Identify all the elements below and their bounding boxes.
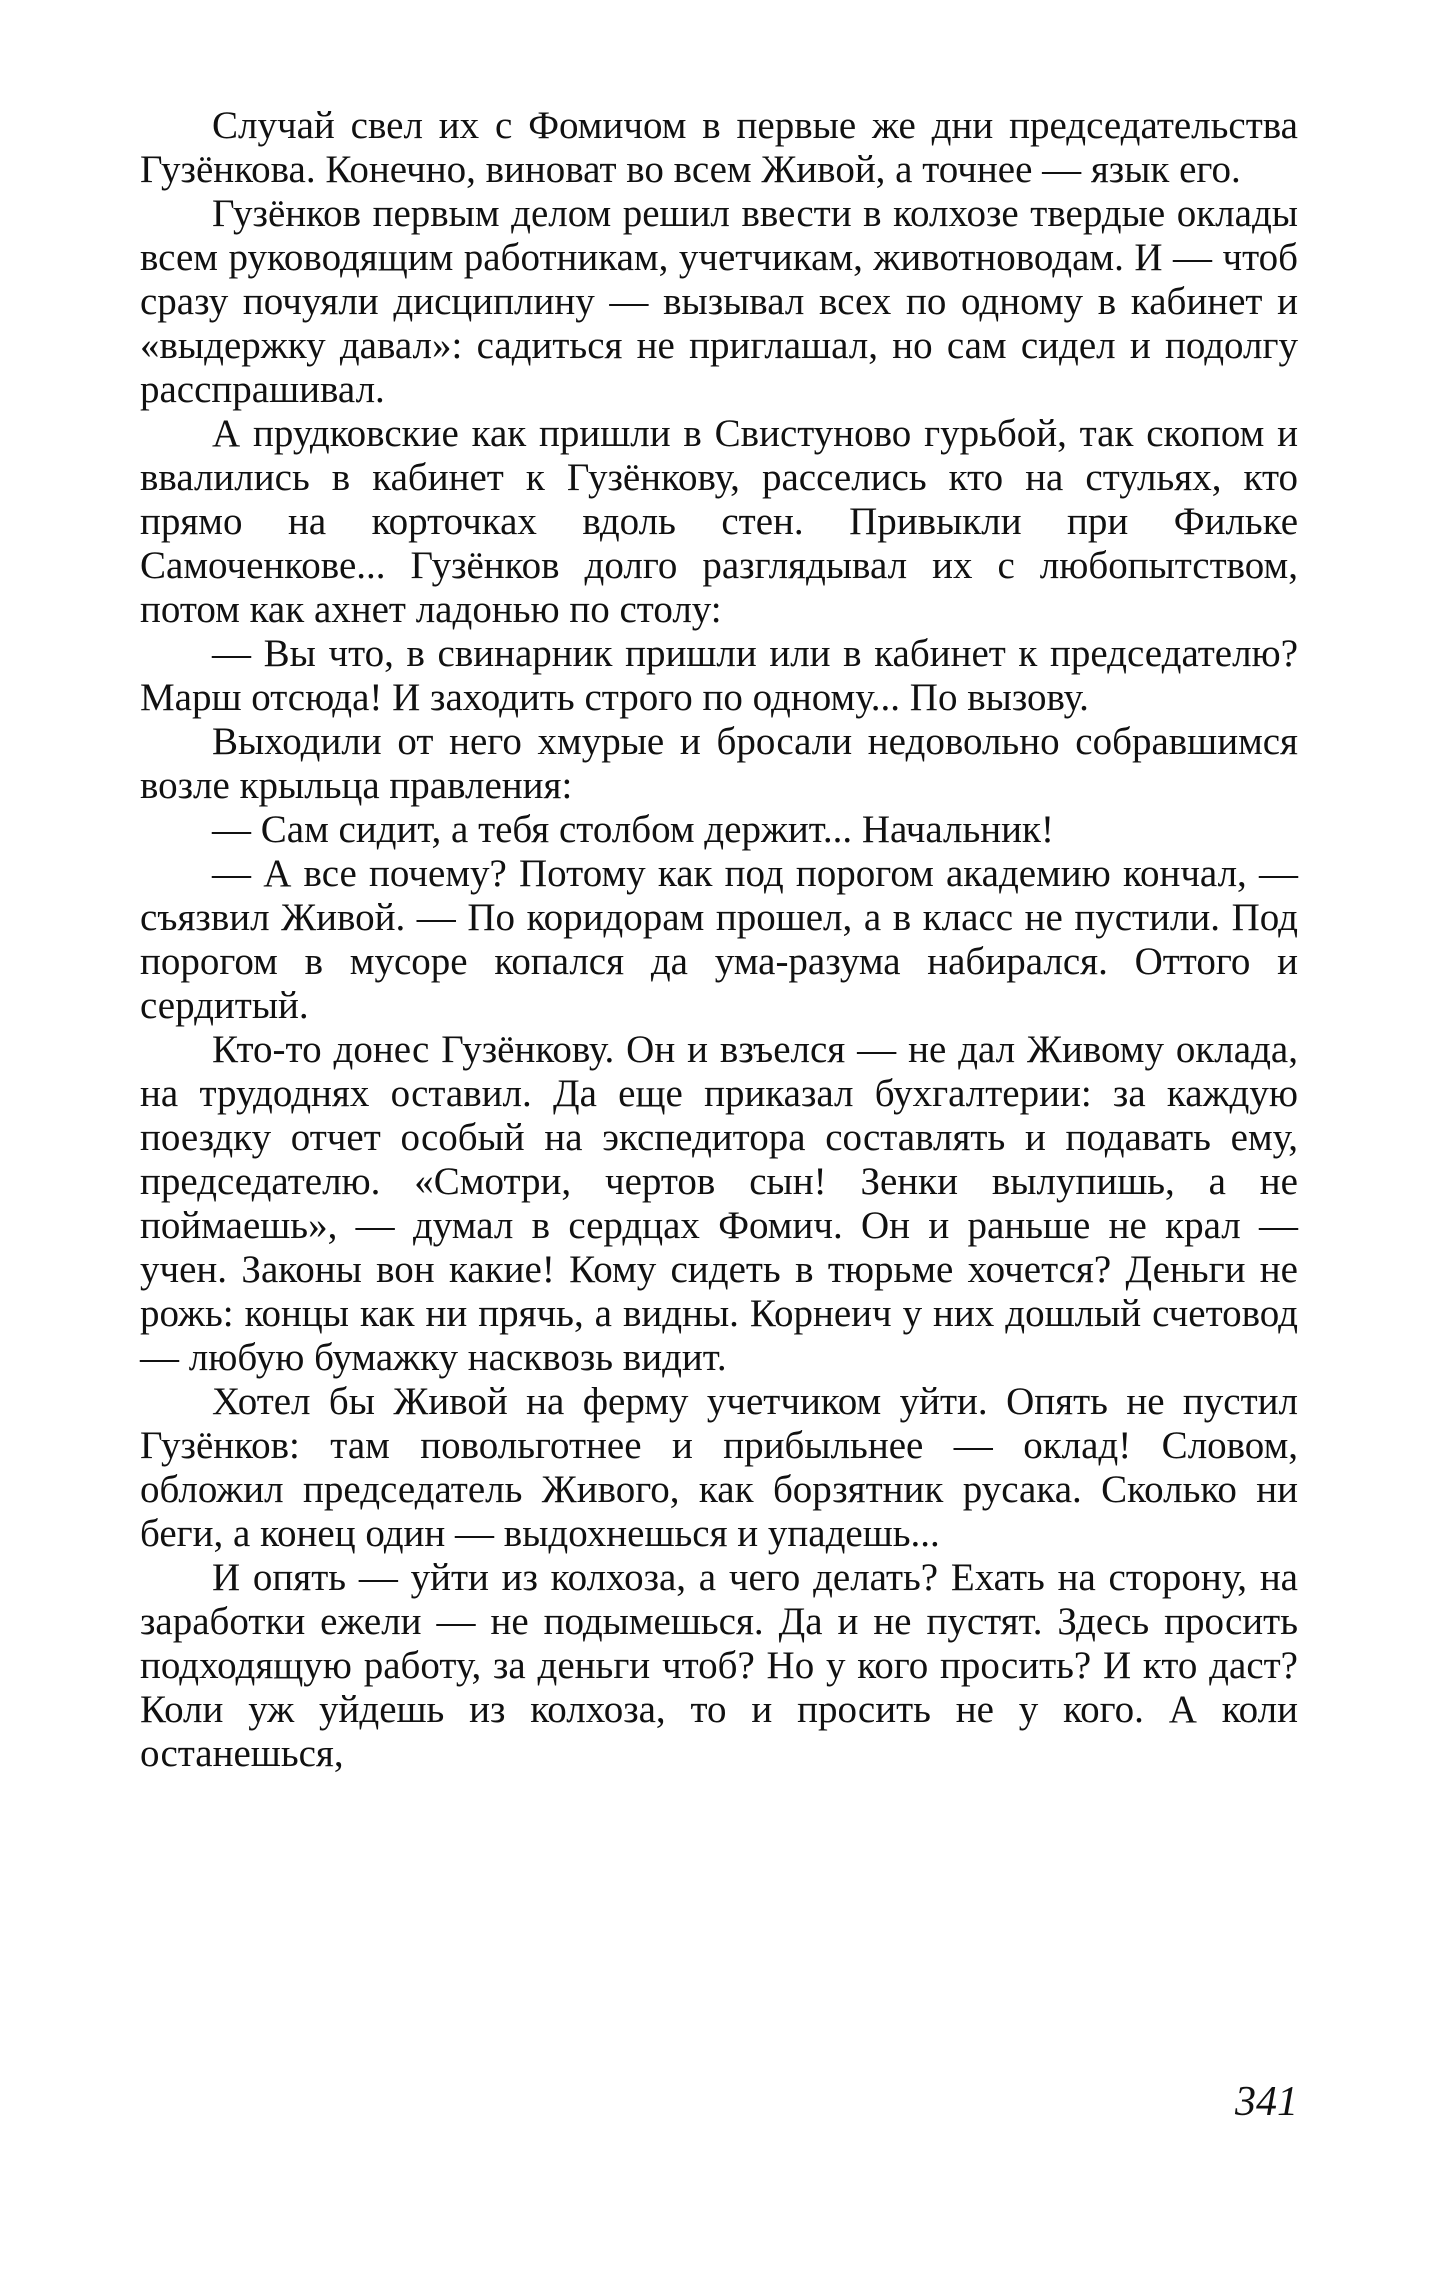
page-number: 341	[1235, 2079, 1298, 2125]
dialogue-line: — А все почему? Потому как под порогом академию кончал, — съязвил Живой. — По коридорам прошел, а в класс не пустили. Под порогом в мусоре копался да ума-разума набирался. Оттого и сердитый.	[140, 852, 1298, 1027]
paragraph: Гузёнков первым делом решил ввести в колхозе твердые оклады всем руководящим работникам, учетчикам, животноводам. И — чтоб сразу почуяли дисциплину — вызывал всех по одному в кабинет и «выдержку давал»: садиться не приглашал, но сам сидел и подолгу расспрашивал.	[140, 192, 1298, 411]
paragraph: А прудковские как пришли в Свистуново гурьбой, так скопом и ввалились в кабинет к Гузёнкову, расселись кто на стульях, кто прямо на корточках вдоль стен. Привыкли при Фильке Самоченкове... Гузёнков долго разглядывал их с любопытством, потом как ахнет ладонью по столу:	[140, 412, 1298, 631]
paragraph: Кто-то донес Гузёнкову. Он и взъелся — не дал Живому оклада, на трудоднях оставил. Да еще приказал бухгалтерии: за каждую поездку отчет особый на экспедитора составлять и подавать ему, председателю. «Смотри, чертов сын! Зенки вылупишь, а не поймаешь», — думал в сердцах Фомич. Он и раньше не крал — учен. Законы вон какие! Кому сидеть в тюрьме хочется? Деньги не рожь: концы как ни прячь, а видны. Корнеич у них дошлый счетовод — любую бумажку насквозь видит.	[140, 1028, 1298, 1379]
dialogue-line: — Сам сидит, а тебя столбом держит... Начальник!	[212, 808, 1054, 851]
paragraph: Хотел бы Живой на ферму учетчиком уйти. Опять не пустил Гузёнков: там повольготнее и прибыльнее — оклад! Словом, обложил председатель Живого, как борзятник русака. Сколько ни беги, а конец один — выдохнешься и упадешь...	[140, 1380, 1298, 1555]
paragraph: Выходили от него хмурые и бросали недовольно собравшимся возле крыльца правления:	[140, 720, 1298, 807]
book-page-text	[140, 104, 1298, 1776]
dialogue-line: — Вы что, в свинарник пришли или в кабинет к председателю? Марш отсюда! И заходить строго по одному... По вызову.	[140, 632, 1298, 719]
paragraph: И опять — уйти из колхоза, а чего делать? Ехать на сторону, на заработки ежели — не подымешься. Да и не пустят. Здесь просить подходящую работу, за деньги чтоб? Но у кого просить? И кто даст? Коли уж уйдешь из колхоза, то и просить не у кого. А коли останешься,	[140, 1556, 1298, 1775]
paragraph: Случай свел их с Фомичом в первые же дни председательства Гузёнкова. Конечно, виноват во всем Живой, а точнее — язык его.	[140, 104, 1298, 191]
